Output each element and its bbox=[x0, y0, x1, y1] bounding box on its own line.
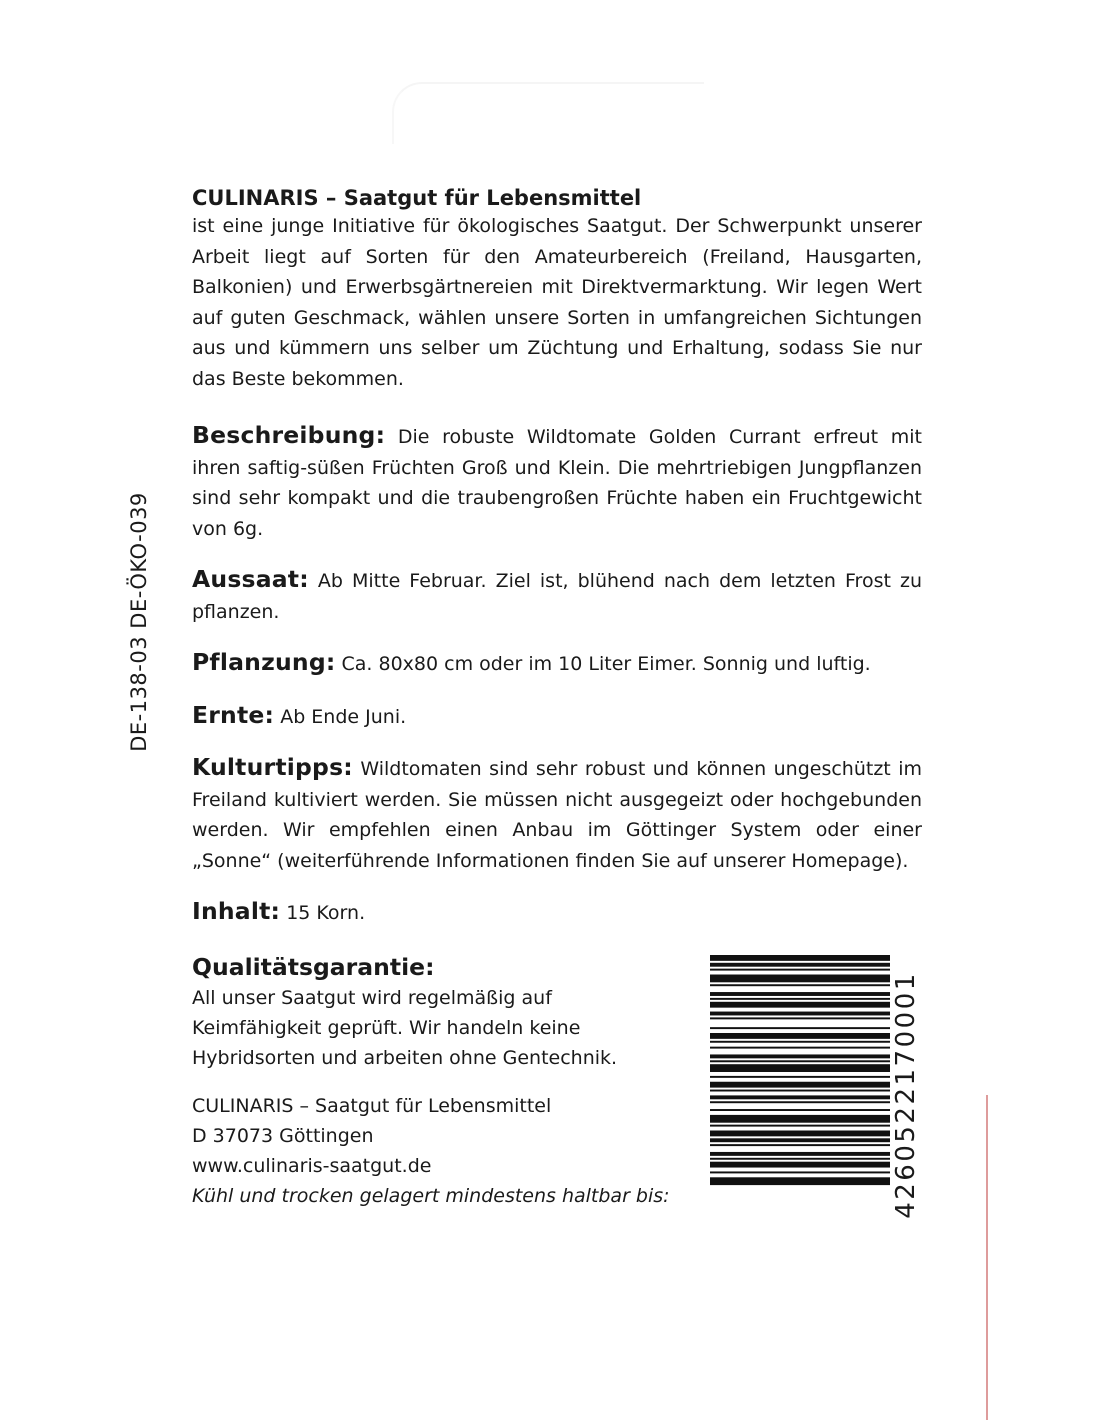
barcode-bar bbox=[710, 1162, 890, 1168]
barcode-bar bbox=[710, 998, 890, 1000]
barcode-bar bbox=[710, 1125, 890, 1127]
barcode-bar bbox=[710, 1060, 890, 1062]
shelf-life-note: Kühl und trocken gelagert mindestens haltbar bis: bbox=[192, 1184, 670, 1207]
barcode-bar bbox=[710, 963, 890, 967]
pflanzung-text: Ca. 80x80 cm oder im 10 Liter Eimer. Sonnig und luftig. bbox=[341, 653, 871, 675]
barcode-bar bbox=[710, 1090, 890, 1092]
quality-line: All unser Saatgut wird regelmäßig auf bbox=[192, 986, 552, 1009]
barcode-bar bbox=[710, 1082, 890, 1088]
section-ernte bbox=[192, 700, 922, 733]
barcode-bar bbox=[710, 1033, 890, 1039]
quality-title: Qualitätsgarantie: bbox=[192, 952, 435, 981]
section-kulturtipps bbox=[192, 752, 922, 876]
certification-code: DE-138-03 DE-ÖKO-039 bbox=[127, 492, 151, 752]
section-inhalt bbox=[192, 896, 922, 929]
intro-text: ist eine junge Initiative für ökologisches Saatgut. Der Schwerpunkt unserer Arbeit liegt auf Sorten für den Amateurbereich (Freiland, Hausgarten, Balkonien) und Erwerbsgärtnereien mit Direktvermarktung. Wir legen Wert auf guten Geschmack, wählen unsere Sorten in umfangreichen Sichtungen aus und kümmern uns selber um Züchtung und Erhaltung, sodass Sie nur das Beste bekommen. bbox=[192, 215, 922, 390]
barcode-bar bbox=[710, 1076, 890, 1078]
barcode-bar bbox=[710, 992, 890, 996]
faint-logo-remnant bbox=[392, 82, 704, 144]
quality-line: Keimfähigkeit geprüft. Wir handeln keine bbox=[192, 1016, 581, 1039]
barcode-bar bbox=[710, 1054, 890, 1058]
beschreibung-text: Die robuste Wildtomate Golden Currant erfreut mit ihren saftig-süßen Früchten Groß und Klein. Die mehrtriebigen Jungpflanzen sind sehr kompakt und die traubengroßen Früchte haben ein Fruchtgewicht von 6g. bbox=[192, 426, 922, 540]
barcode-bar bbox=[710, 969, 890, 971]
ernte-text: Ab Ende Juni. bbox=[280, 705, 407, 728]
barcode-bar bbox=[710, 955, 890, 961]
barcode-bar bbox=[710, 1012, 890, 1016]
barcode-bar bbox=[710, 1131, 890, 1137]
barcode-bars bbox=[700, 955, 900, 1240]
barcode-bar bbox=[710, 1095, 890, 1099]
section-pflanzung bbox=[192, 647, 922, 680]
kulturtipps-label: Kulturtipps: bbox=[192, 753, 353, 781]
section-aussaat bbox=[192, 564, 922, 627]
barcode-bar bbox=[710, 975, 890, 983]
company-website[interactable]: www.culinaris-saatgut.de bbox=[192, 1154, 432, 1177]
barcode-bar bbox=[710, 1101, 890, 1103]
barcode-bar bbox=[710, 1152, 890, 1156]
barcode-bar bbox=[710, 1017, 890, 1019]
barcode-bar bbox=[710, 1177, 890, 1185]
barcode-bar bbox=[710, 1158, 890, 1160]
beschreibung-label: Beschreibung: bbox=[192, 421, 386, 449]
barcode-bar bbox=[710, 1144, 890, 1146]
inhalt-label: Inhalt: bbox=[192, 897, 281, 925]
quality-line: Hybridsorten und arbeiten ohne Gentechnik. bbox=[192, 1046, 618, 1069]
barcode-bar bbox=[710, 1171, 890, 1173]
intro-title: CULINARIS – Saatgut für Lebensmittel bbox=[192, 186, 642, 210]
pflanzung-label: Pflanzung: bbox=[192, 648, 336, 676]
barcode-bar bbox=[710, 1115, 890, 1123]
inhalt-text: 15 Korn. bbox=[286, 902, 366, 924]
barcode-number: 4260522170001 bbox=[891, 971, 921, 1219]
barcode-bar bbox=[710, 1041, 890, 1043]
barcode-bar bbox=[710, 1002, 890, 1008]
barcode-bar bbox=[710, 1138, 890, 1142]
company-name: CULINARIS – Saatgut für Lebensmittel bbox=[192, 1094, 552, 1117]
barcode-bar bbox=[710, 1027, 890, 1029]
packet-edge-line bbox=[986, 1095, 988, 1420]
kulturtipps-text: Wildtomaten sind sehr robust und können ungeschützt im Freiland kultiviert werden. Sie müssen nicht ausgegeizt oder hochgebunden werden. Wir empfehlen einen Anbau im Göttinger System oder einer „Sonne“ (weiterführende Informationen finden Sie auf unserer Homepage). bbox=[192, 758, 922, 872]
barcode-bar bbox=[710, 1064, 890, 1072]
company-city: D 37073 Göttingen bbox=[192, 1124, 374, 1147]
ernte-label: Ernte: bbox=[192, 700, 275, 729]
barcode-bar bbox=[710, 1047, 890, 1049]
barcode-bar bbox=[710, 984, 890, 986]
section-beschreibung bbox=[192, 420, 922, 544]
aussaat-text: Ab Mitte Februar. Ziel ist, blühend nach dem letzten Frost zu pflanzen. bbox=[192, 570, 922, 623]
barcode-bar bbox=[710, 1109, 890, 1111]
aussaat-label: Aussaat: bbox=[192, 565, 309, 593]
